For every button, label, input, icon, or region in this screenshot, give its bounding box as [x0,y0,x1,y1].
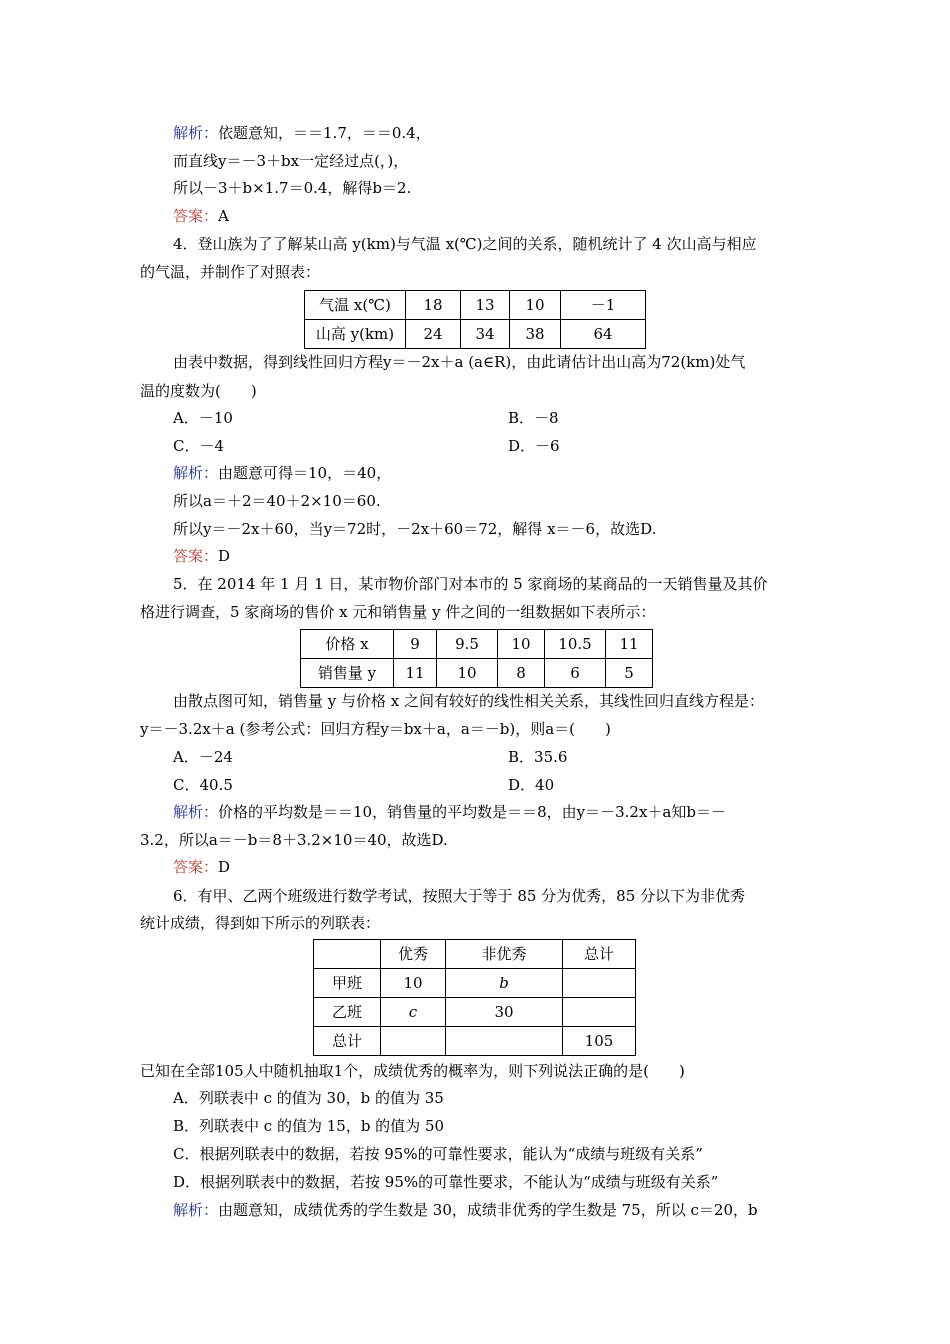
q4-option-b: B．－8 [508,409,559,427]
answer-label: 答案： [173,547,219,565]
q4-answer: 答案：D [173,547,231,565]
table-cell: 24 [406,320,461,349]
table-row [314,1027,636,1056]
q6-text-line1: 已知在全部105人中随机抽取1个，成绩优秀的概率为，则下列说法正确的是( ) [140,1062,685,1080]
q4-text-line1: 由表中数据，得到线性回归方程y＝－2x＋a (a∈R)，由此请估计出山高为72(km)处气 [173,353,746,371]
q5-option-a: A．－24 [173,748,233,766]
q4-analysis-line2: 所以a＝＋2＝40＋2×10＝60. [173,492,381,510]
table-cell: 非优秀 [446,940,563,969]
table-row [314,969,636,998]
q5-analysis-line2: 3.2，所以a＝－b＝8＋3.2×10＝40，故选D. [140,831,448,849]
table-cell [563,969,636,998]
table-row [305,291,646,320]
table-cell [381,1027,446,1056]
q4-text-line2: 温的度数为( ) [140,382,257,400]
q5-answer: 答案：D [173,858,231,876]
table-cell: 10.5 [545,630,606,659]
answer-label: 答案： [173,858,219,876]
q6-contingency-table [313,939,636,1056]
q3-analysis-line1: 解析：依题意知，＝＝1.7，＝＝0.4， [173,124,431,142]
table-header-row [314,940,636,969]
table-row [314,998,636,1027]
q4-option-d: D．－6 [508,437,560,455]
q5-text-line1: 由散点图可知，销售量 y 与价格 x 之间有较好的线性相关关系，其线性回归直线方程是： [173,692,765,710]
table-cell: 5 [606,659,653,688]
q4-stem-line1: 4．登山族为了了解某山高 y(km)与气温 x(℃)之间的关系，随机统计了 4 次山高与相应 [173,235,757,253]
q6-stem-line2: 统计成绩，得到如下所示的列联表： [140,914,381,932]
table-cell: 总计 [563,940,636,969]
q5-analysis-line1: 解析：价格的平均数是＝＝10，销售量的平均数是＝＝8，由y＝－3.2x＋a知b＝－ [173,803,726,821]
analysis-label: 解析： [173,124,219,142]
table-row [305,320,646,349]
table-cell: 38 [510,320,561,349]
q5-stem-line2: 格进行调查，5 家商场的售价 x 元和销售量 y 件之间的一组数据如下表所示： [140,603,656,621]
table-cell: 11 [606,630,653,659]
table-cell: 11 [394,659,437,688]
q6-analysis-line1: 解析：由题意知，成绩优秀的学生数是 30，成绩非优秀的学生数是 75，所以 c＝20，b [173,1201,758,1219]
q5-option-b: B．35.6 [508,748,568,766]
q5-text-line2: y＝－3.2x＋a (参考公式：回归方程y＝bx＋a，a＝－b)，则a＝( ) [140,720,611,738]
table-cell: 总计 [314,1027,381,1056]
table-cell: 10 [381,969,446,998]
table-cell: 6 [545,659,606,688]
table-cell: 9.5 [437,630,498,659]
table-cell: 优秀 [381,940,446,969]
q5-option-c: C．40.5 [173,776,233,794]
table-cell: b [446,969,563,998]
analysis-label: 解析： [173,1201,219,1219]
q6-stem-line1: 6．有甲、乙两个班级进行数学考试，按照大于等于 85 分为优秀，85 分以下为非优秀 [173,887,746,905]
table-cell: 64 [561,320,646,349]
q6-option-a: A．列联表中 c 的值为 30，b 的值为 35 [173,1089,444,1107]
q6-option-d: D．根据列联表中的数据，若按 95%的可靠性要求，不能认为“成绩与班级有关系” [173,1173,719,1191]
table-cell: 8 [498,659,545,688]
q4-stem-line2: 的气温，并制作了对照表： [140,263,321,281]
table-cell: 13 [461,291,510,320]
q3-analysis-line3: 所以－3＋b×1.7＝0.4，解得b＝2. [173,179,412,197]
table-row [301,630,653,659]
table-cell [446,1027,563,1056]
q4-table [304,290,646,349]
q5-table [300,629,653,688]
q6-option-b: B．列联表中 c 的值为 15，b 的值为 50 [173,1117,445,1135]
table-cell: 10 [498,630,545,659]
table-cell: 10 [437,659,498,688]
table-cell: 气温 x(℃) [305,291,406,320]
table-cell: 销售量 y [301,659,394,688]
table-cell: 甲班 [314,969,381,998]
q4-analysis-line1: 解析：由题意可得＝10，＝40， [173,464,392,482]
table-cell: 30 [446,998,563,1027]
q3-answer: 答案：A [173,207,229,225]
q4-option-c: C．－4 [173,437,225,455]
table-cell: c [381,998,446,1027]
q6-option-c: C．根据列联表中的数据，若按 95%的可靠性要求，能认为“成绩与班级有关系” [173,1145,703,1163]
q5-option-d: D．40 [508,776,555,794]
table-row [301,659,653,688]
answer-label: 答案： [173,207,219,225]
q4-option-a: A．－10 [173,409,233,427]
table-cell: 山高 y(km) [305,320,406,349]
table-cell [563,998,636,1027]
q3-analysis-line2: 而直线y＝－3＋bx一定经过点(，)， [173,152,409,170]
q4-analysis-line3: 所以y＝－2x＋60，当y＝72时，－2x＋60＝72，解得 x＝－6，故选D. [173,520,657,538]
table-cell: 10 [510,291,561,320]
table-cell: 18 [406,291,461,320]
table-cell: 价格 x [301,630,394,659]
table-cell: 9 [394,630,437,659]
table-cell: 105 [563,1027,636,1056]
analysis-label: 解析： [173,803,219,821]
table-cell: －1 [561,291,646,320]
table-cell [314,940,381,969]
table-cell: 34 [461,320,510,349]
table-cell: 乙班 [314,998,381,1027]
q5-stem-line1: 5．在 2014 年 1 月 1 日，某市物价部门对本市的 5 家商场的某商品的一天销售量及其价 [173,575,768,593]
analysis-label: 解析： [173,464,219,482]
